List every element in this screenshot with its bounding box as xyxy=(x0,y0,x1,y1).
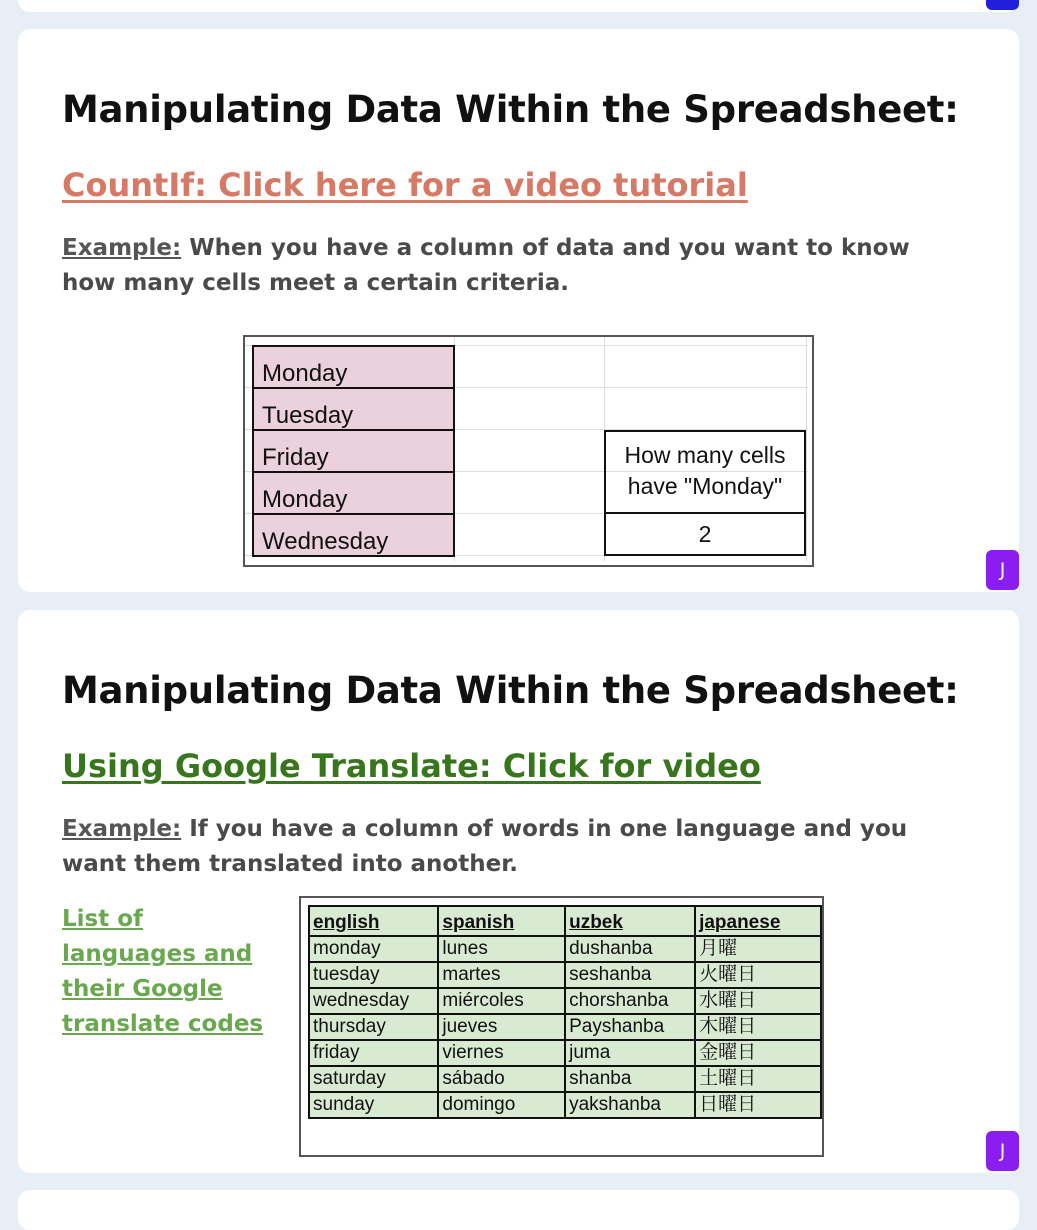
day-cell: Monday xyxy=(252,471,455,515)
table-row xyxy=(309,988,821,1014)
table-cell: juma xyxy=(565,1040,695,1066)
table-header-row xyxy=(309,906,821,936)
example-paragraph xyxy=(62,812,962,882)
table-cell: 月曜 xyxy=(695,936,821,962)
table-cell: lunes xyxy=(438,936,565,962)
table-cell: dushanba xyxy=(565,936,695,962)
next-card xyxy=(18,1190,1019,1230)
table-row xyxy=(309,936,821,962)
column-header: english xyxy=(309,906,438,936)
table-row xyxy=(309,1014,821,1040)
translate-table xyxy=(308,905,822,1119)
day-cell: Friday xyxy=(252,429,455,473)
table-cell: sunday xyxy=(309,1092,438,1118)
table-cell: martes xyxy=(438,962,565,988)
countif-spreadsheet-image xyxy=(243,335,814,567)
table-cell: 日曜日 xyxy=(695,1092,821,1118)
language-codes-link[interactable]: List of languages and their Google translate codes xyxy=(62,906,264,1037)
table-cell: 木曜日 xyxy=(695,1014,821,1040)
column-header: spanish xyxy=(438,906,565,936)
day-column xyxy=(252,345,455,557)
day-cell: Wednesday xyxy=(252,513,455,557)
example-text: When you have a column of data and you want to know how many cells meet a certain criteria. xyxy=(62,235,910,296)
section-heading: Manipulating Data Within the Spreadsheet: xyxy=(62,669,959,712)
table-cell: wednesday xyxy=(309,988,438,1014)
previous-card xyxy=(18,0,1019,12)
user-badge[interactable]: J xyxy=(986,550,1019,590)
table-row xyxy=(309,1066,821,1092)
table-cell: Payshanba xyxy=(565,1014,695,1040)
table-cell: yakshanba xyxy=(565,1092,695,1118)
table-cell: thursday xyxy=(309,1014,438,1040)
table-cell: saturday xyxy=(309,1066,438,1092)
translate-video-link[interactable]: Using Google Translate: Click for video xyxy=(62,747,761,785)
table-cell: 火曜日 xyxy=(695,962,821,988)
table-cell: domingo xyxy=(438,1092,565,1118)
column-header: japanese xyxy=(695,906,821,936)
table-cell: seshanba xyxy=(565,962,695,988)
example-label: Example: xyxy=(62,235,182,261)
table-cell: jueves xyxy=(438,1014,565,1040)
user-badge[interactable]: J xyxy=(986,1131,1019,1171)
example-label: Example: xyxy=(62,816,182,842)
example-text: If you have a column of words in one language and you want them translated into another. xyxy=(62,816,908,877)
table-cell: 水曜日 xyxy=(695,988,821,1014)
countif-answer-cell: 2 xyxy=(604,512,806,556)
table-cell: friday xyxy=(309,1040,438,1066)
column-header: uzbek xyxy=(565,906,695,936)
table-cell: miércoles xyxy=(438,988,565,1014)
countif-video-link[interactable]: CountIf: Click here for a video tutorial xyxy=(62,166,748,204)
table-cell: sábado xyxy=(438,1066,565,1092)
table-cell: viernes xyxy=(438,1040,565,1066)
table-cell: 土曜日 xyxy=(695,1066,821,1092)
table-cell: 金曜日 xyxy=(695,1040,821,1066)
day-cell: Tuesday xyxy=(252,387,455,431)
table-cell: monday xyxy=(309,936,438,962)
countif-question-cell: How many cells have "Monday" xyxy=(604,430,806,514)
example-paragraph xyxy=(62,231,962,301)
table-row xyxy=(309,1040,821,1066)
section-heading: Manipulating Data Within the Spreadsheet: xyxy=(62,88,959,131)
table-cell: chorshanba xyxy=(565,988,695,1014)
day-cell: Monday xyxy=(252,345,455,389)
table-cell: tuesday xyxy=(309,962,438,988)
table-cell: shanba xyxy=(565,1066,695,1092)
translate-spreadsheet-image xyxy=(299,896,824,1157)
table-row xyxy=(309,962,821,988)
table-row xyxy=(309,1092,821,1118)
user-badge-top[interactable] xyxy=(986,0,1019,10)
